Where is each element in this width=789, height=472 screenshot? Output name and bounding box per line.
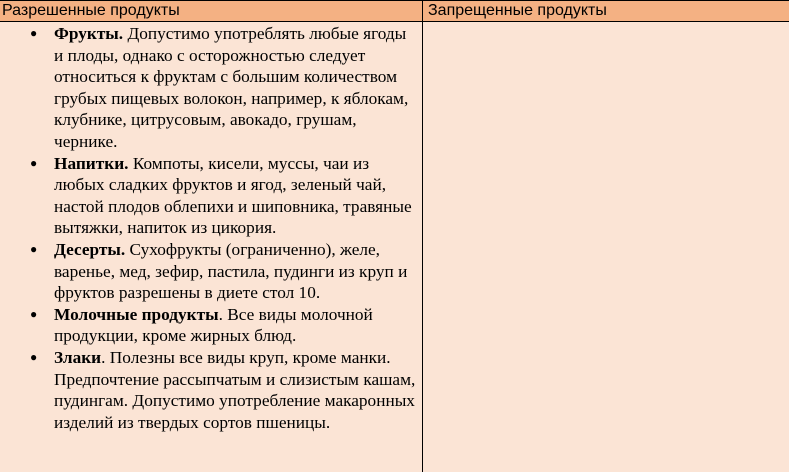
list-item [30,304,418,347]
list-item [30,347,418,433]
item-text: . Полезны все виды круп, кроме манки. Предпочтение рассыпчатым и слизистым кашам, пудингам. Допустимо употребление макаронных изделий из твердых сортов пшеницы. [54,347,416,432]
item-term: Напитки. [54,153,129,173]
item-text: . Все виды молочной продукции, кроме жирных блюд. [54,304,373,346]
item-text: Допустимо употреблять любые ягоды и плоды, однако с осторожностью следует относиться к фруктам с большим количеством грубых пищевых волокон, например, к яблокам, клубнике, цитрусовым, авокадо, грушам, чернике. [54,24,409,151]
item-term: Фрукты. [54,24,124,43]
bullet-icon: ● [30,306,38,321]
bullet-icon: ● [30,26,38,40]
header-allowed-products: Разрешенные продукты [2,2,180,19]
item-term: Злаки [54,347,102,367]
list-item [30,153,418,239]
bullet-icon: ● [30,241,38,256]
item-text: Компоты, кисели, муссы, чаи из любых сладких фруктов и ягод, зеленый чай, настой плодов облепихи и шиповника, травяные вытяжки, напиток из цикория. [54,153,412,238]
item-text: Сухофрукты (ограниченно), желе, варенье, мед, зефир, пастила, пудинги из круп и фруктов разрешены в диете стол 10. [54,239,408,303]
header-forbidden-products: Запрещенные продукты [428,2,607,19]
table-header-row [0,0,789,22]
forbidden-products-cell [423,22,788,472]
column-divider [422,0,423,472]
bullet-icon: ● [30,155,38,170]
item-term: Молочные продукты [54,304,219,324]
item-term: Десерты. [54,239,126,259]
list-item [30,239,418,304]
bullet-icon: ● [30,349,38,364]
allowed-products-cell [0,22,422,472]
list-item [30,23,418,153]
allowed-products-list [30,23,418,433]
